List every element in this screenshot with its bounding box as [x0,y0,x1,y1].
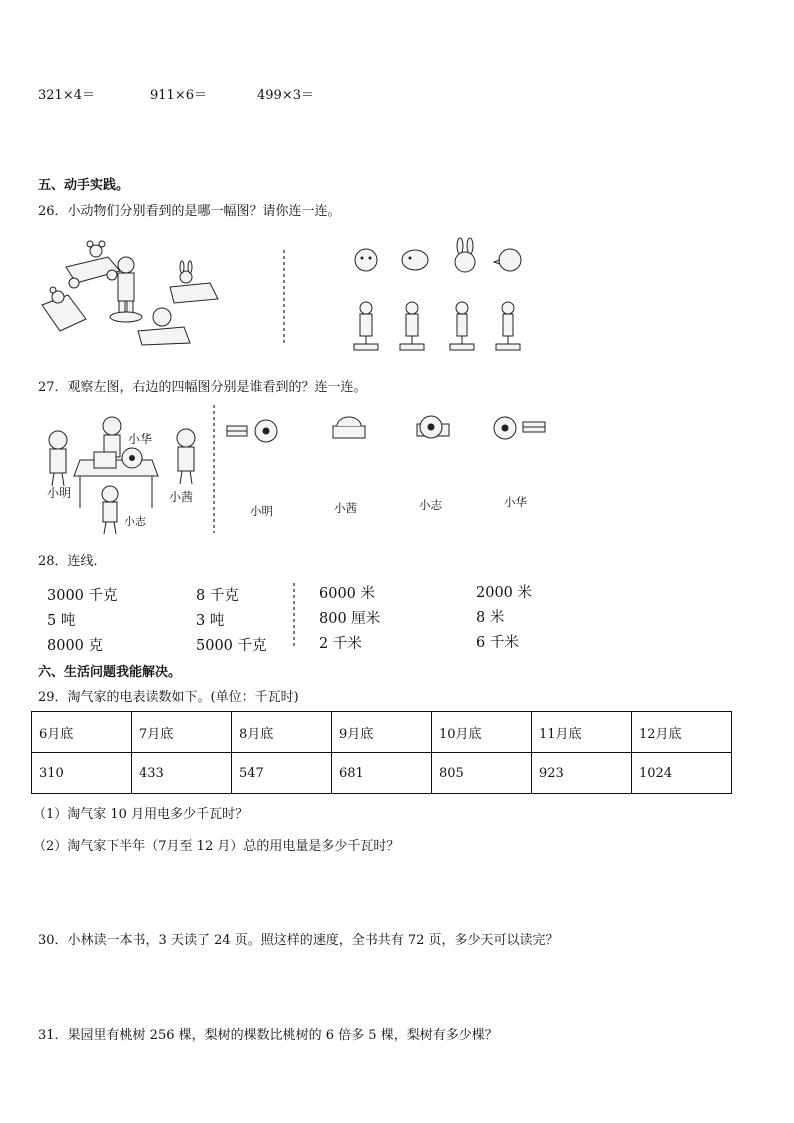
table-cell: 547 [232,753,332,794]
question-27: 27．观察左图，右边的四幅图分别是谁看到的？连一连。 [38,380,367,395]
pencil-box [94,452,116,468]
table-header-cell: 11月底 [532,712,632,753]
dog-head-icon [355,249,377,271]
question-29-part-2: （2）淘气家下半年（7月至 12 月）总的用电量是多少千瓦时？ [33,839,400,854]
section-5-heading: 五、动手实践。 [38,178,130,193]
table-header-cell: 6月底 [32,712,132,753]
soccer-ball-icon [122,448,142,468]
question-29-part-1: （1）淘气家 10 月用电多少千瓦时？ [33,807,249,822]
q27-divider [212,405,216,535]
figure-side-right-icon [496,302,520,350]
section-6-heading: 六、生活问题我能解决。 [38,665,182,680]
chick-head-icon [494,249,521,271]
car-top-left [66,241,120,288]
q26-scene-illustration [38,235,238,350]
view-2 [333,417,365,438]
label-xiaozhi: 小志 [124,515,146,528]
q28-left-a3: 8000 克 [47,638,104,654]
table-cell: 681 [332,753,432,794]
car-right [170,261,218,303]
label-xiaohua: 小华 [128,432,153,446]
q28-right-b2: 8 米 [476,610,505,626]
table-header-cell: 9月底 [332,712,432,753]
table-cell: 433 [132,753,232,794]
figure-back-icon [400,302,424,350]
q28-left-b2: 3 吨 [196,613,225,629]
table-header-cell: 8月底 [232,712,332,753]
person-xiaozhi [102,486,118,534]
view-label-4: 小华 [504,495,527,509]
q28-right-b3: 6 千米 [476,635,519,651]
q28-left-a2: 5 吨 [47,613,76,629]
car-bottom-left [42,287,86,331]
table-header-cell: 12月底 [632,712,732,753]
table-cell: 805 [432,753,532,794]
q26-divider [282,250,286,350]
question-26: 26．小动物们分别看到的是哪一幅图？请你连一连。 [38,204,341,219]
view-label-3: 小志 [419,498,442,512]
calc-item-2: 911×6＝ [150,88,207,103]
view-1 [227,420,277,442]
q28-left-b3: 5000 千克 [196,638,267,654]
person-xiaoming [49,431,67,486]
person-xiaoxi [177,429,195,484]
table-row [32,753,732,794]
car-bottom [138,308,190,345]
table-cell: 310 [32,753,132,794]
person-xiaohua [103,417,121,457]
q26-figures [350,300,530,356]
q28-right-a3: 2 千米 [319,636,362,652]
table-header-row [32,712,732,753]
calc-item-3: 499×3＝ [257,88,314,103]
question-29: 29．淘气家的电表读数如下。(单位：千瓦时) [38,690,299,705]
table-cell: 923 [532,753,632,794]
table-header-cell: 7月底 [132,712,232,753]
table-header-cell: 10月底 [432,712,532,753]
figure-side-left-icon [450,302,474,350]
question-30: 30．小林读一本书，3 天读了 24 页。照这样的速度，全书共有 72 页，多少天可以读完？ [38,933,559,948]
q28-right-a1: 6000 米 [319,586,376,602]
view-label-1: 小明 [250,504,273,518]
view-4 [494,417,545,439]
label-xiaoming: 小明 [47,486,72,500]
label-xiaoxi: 小茜 [169,490,194,504]
table-cell: 1024 [632,753,732,794]
dog-side-head-icon [402,250,428,270]
question-31: 31．果园里有桃树 256 棵，梨树的棵数比桃树的 6 倍多 5 棵，梨树有多少棵？ [38,1028,498,1043]
q28-left-b1: 8 千克 [196,588,239,604]
q28-left-a1: 3000 千克 [47,588,118,604]
calc-item-1: 321×4＝ [38,88,95,103]
question-28: 28．连线． [38,554,107,569]
rabbit-head-icon [455,238,475,272]
q26-animal-heads [350,240,530,280]
view-label-2: 小茜 [334,501,357,515]
q28-right-a2: 800 厘米 [319,611,381,627]
figure-front-icon [354,302,378,350]
q27-view-pictures [225,414,555,448]
q28-right-b1: 2000 米 [476,585,533,601]
q28-divider [292,583,296,649]
view-3 [417,416,449,438]
meter-reading-table [31,711,732,794]
